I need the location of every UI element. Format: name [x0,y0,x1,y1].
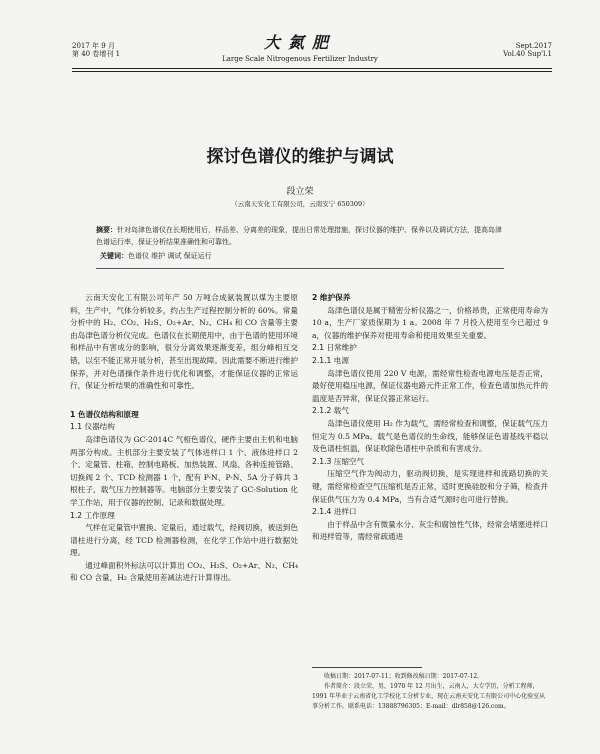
footnote [312,672,548,712]
section-2-1-2-heading: 2.1.2 载气 [312,406,349,416]
keywords-label: 关键词： [100,251,128,260]
header-volume-en: Vol.40 Sup'l.1 [503,50,552,58]
section-2-1-4-paragraph: 由于样品中含有微量水分、灰尘和腐蚀性气体，经常会堵塞进样口和进样管等，需经常疏通进 [312,519,548,542]
paper-title: 探讨色谱仪的维护与调试 [206,147,394,167]
section-2-paragraph: 岛津色谱仪是属于精密分析仪器之一，价格昂贵，正常使用寿命为 10 a，生产厂家质保期为 1 a。2008 年 7 月投入使用至今已超过 9 a，仪器的维护保养对使用寿命和使用效果至关重要。 [312,305,548,340]
section-2-1-3-paragraph: 压缩空气作为阀动力，驱动阀切换，是实现进样和流路切换的关键，需经常检查空气压缩机是否正常，适时更换硅胶和分子筛，检查并保证供气压力为 0.4 MPa，当有合适气源时也可进行替换。 [312,469,548,504]
footnote-rule [312,667,422,668]
journal-name-en: Large Scale Nitrogenous Fertilizer Industry [222,55,378,63]
header-date: 2017 年 9 月 [72,42,115,50]
section-2-1-4-heading: 2.1.4 进样口 [312,507,357,517]
keywords-text: 色谱仪 维护 调试 保证运行 [128,252,212,260]
paper-affiliation: （云南天安化工有限公司，云南安宁 650309） [231,200,369,208]
section-2-heading: 2 维护保养 [312,293,351,302]
section-1-2-paragraph-b: 通过峰面积外标法可以计算出 CO₂、H₂S、O₂+Ar、N₂、CH₄ 和 CO 含量，H₂ 含量使用差减法进行计算得出。 [70,560,298,583]
journal-logo: 大氮肥 [263,33,336,52]
header-volume: 第 40 卷增刊 1 [72,50,121,58]
header-date-en: Sept.2017 [515,42,552,50]
running-header [0,30,600,66]
section-1-2-heading: 1.2 工作原理 [70,510,115,520]
section-1-heading: 1 色谱仪结构和原理 [70,409,139,419]
abstract-text: 针对岛津色谱仪在长期使用后，样品差、分离差的现象，提出日常处理措施，探讨仪器的维护、保养以及调试方法，提高岛津色谱运行率，保证分析结果准确性和可靠性。 [96,226,502,246]
header-rule-thick [72,68,552,69]
footnote-author-bio: 作者简介：段立荣，男，1970 年 12 月出生，云南人，大专学历，分析工程师，1991 年毕业于云南省化工学校化工分析专业，现在云南天安化工有限公司中心化验室从事分析工作。联系电话：13888796305；E-mail：dlr858@126.com。 [312,683,546,710]
section-1-1-heading: 1.1 仪器结构 [70,422,115,432]
abstract-divider [96,268,504,269]
abstract [96,224,504,248]
section-2-1-2-paragraph: 岛津色谱仪使用 H₂ 作为载气，需经常检查和调整，保证载气压力恒定为 0.5 MPa。载气是色谱仪的生命线，能够保证色谱基线平稳以及色谱柱恒温，保证吹除色谱柱中杂质和有害成分。 [312,418,548,454]
keywords [96,250,504,262]
right-column [312,292,548,544]
section-2-1-1-paragraph: 岛津色谱仪使用 220 V 电源，需经常性检查电源电压是否正常，最好使用稳压电源，保证仪器电路元件正常工作，检查色谱加热元件的温度是否异常，保证仪器正常运行。 [312,368,548,403]
section-1-2-paragraph: 气样在定量管中置换、定量后，通过载气，经阀切换，被送到色谱柱进行分离，经 TCD 检测器检测，在化学工作站中进行数据处理。 [70,523,298,558]
abstract-block [96,224,504,262]
section-2-1-3-heading: 2.1.3 压缩空气 [312,456,365,466]
abstract-label: 摘要： [96,225,117,234]
header-rule-thin [72,71,552,72]
header-issue-right [503,42,552,58]
intro-paragraph: 云南天安化工有限公司年产 50 万吨合成氨装置以煤为主要原料，生产中，气体分析较多，约占生产过程控制分析的 60%。常量分析中的 H₂、CO₂、H₂S、O₂+Ar、N₂、CH₄ 和 CO 含量等主要由岛津色谱分析仪完成。色谱仪在长期使用中，由于色谱的使用环境和样品中有害成分的影响，很分分离效果逐渐变差，组分峰相互交错，以至不能正常开展分析，甚至出现故障。因此需要不断进行维护保养，并对色谱操作条件进行优化和调整，才能保证仪器的正常运行，保证分析结果的准确性和可靠性。 [70,293,298,391]
footnote-received: 收稿日期：2017-07-11；收到修改稿日期：2017-07-12。 [324,673,484,680]
section-1-1-paragraph: 岛津色谱仪为 GC-2014C 气相色谱仪，硬件主要由主机和电脑两部分构成。主机部分主要安装了气体进样口 1 个、液体进样口 2 个、定量管、柱箱、控制电路板、加热装置、风扇、各种连接管路、切换阀 2 个、TCD 检测器 1 个，配有 P-N、P-N、5A 分子筛共 3 根柱子，载气压力控制器等。电脑部分主要安装了 GC-Solution 化学工作站，用于仪器的控制、记录和数据处理。 [70,434,298,507]
left-column [70,292,298,585]
section-2-1-1-heading: 2.1.1 电源 [312,355,349,365]
section-2-1-heading: 2.1 日常维护 [312,343,357,353]
paper-author: 段立荣 [286,187,314,197]
